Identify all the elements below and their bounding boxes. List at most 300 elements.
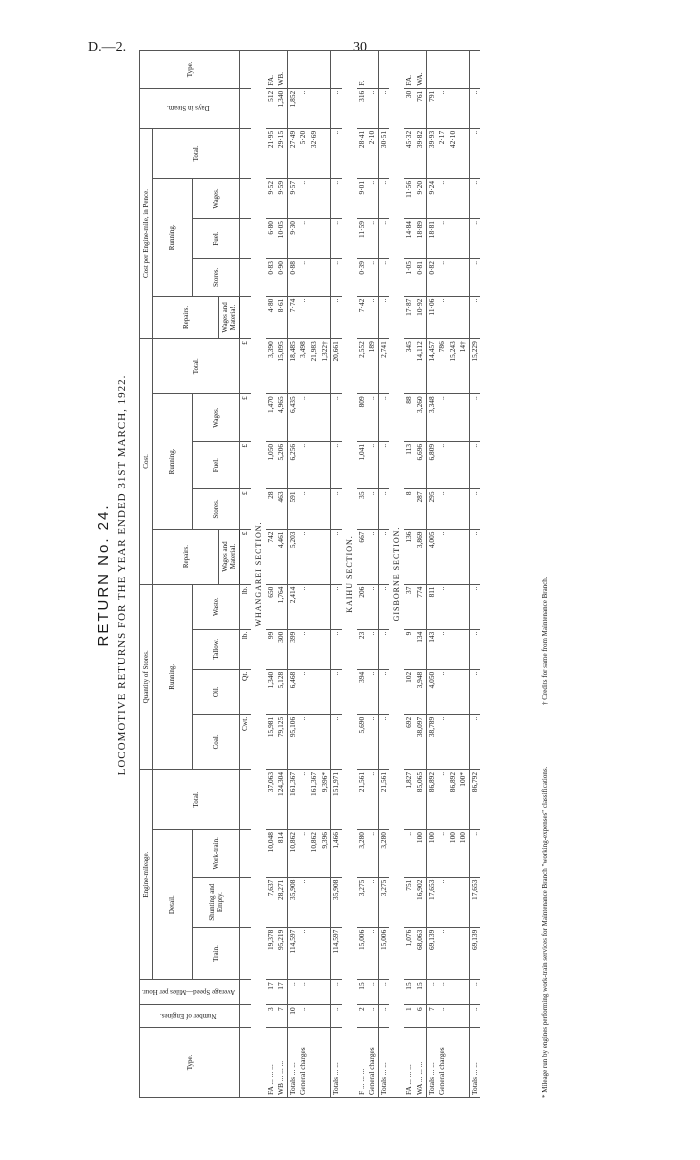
cell-total: 161,367 bbox=[287, 769, 298, 829]
cell-shunt bbox=[320, 877, 331, 927]
table-row bbox=[426, 51, 437, 1098]
cell-type bbox=[448, 1027, 459, 1097]
footnote-star: * Mileage run by engines performing work-train services for Maintenance Branch "working-expenses" classifications. bbox=[541, 766, 549, 1098]
cell-days: .. bbox=[298, 88, 309, 128]
cell-speed bbox=[448, 980, 459, 1005]
page-number: 30 bbox=[353, 40, 367, 55]
cell-tallow: .. bbox=[331, 629, 342, 669]
cell-rep: 667 bbox=[357, 529, 368, 584]
cell-total: .. bbox=[298, 769, 309, 829]
cell-type: FA ... ... ... bbox=[404, 1027, 415, 1097]
cell-rep bbox=[448, 529, 459, 584]
cell-tallow bbox=[309, 629, 320, 669]
cell-pfuel bbox=[309, 219, 320, 259]
cell-ptotal: 32·69 bbox=[309, 128, 320, 178]
col-p-stores: Stores. bbox=[192, 259, 240, 297]
cell-fuel bbox=[448, 441, 459, 489]
col-coal: Coal. bbox=[192, 714, 240, 769]
cell-rep: .. bbox=[378, 529, 389, 584]
cell-pstores: 1·05 bbox=[404, 259, 415, 297]
unit-waste: lb. bbox=[240, 584, 251, 629]
cell-ptotal: 39·82 bbox=[415, 128, 426, 178]
cell-num bbox=[320, 1005, 331, 1028]
cell-prep: .. bbox=[298, 296, 309, 339]
section-heading-row bbox=[342, 51, 357, 1098]
cell-type: General charges bbox=[367, 1027, 378, 1097]
cell-wages: 809 bbox=[357, 394, 368, 442]
cell-work: 10,048 bbox=[266, 830, 277, 878]
section-heading: WHANGAREI SECTION. bbox=[251, 51, 266, 1098]
cell-fuel: .. bbox=[469, 441, 480, 489]
cell-work: 3,280 bbox=[357, 830, 368, 878]
cell-wages: 3,348 bbox=[426, 394, 437, 442]
cell-speed: .. bbox=[298, 980, 309, 1005]
cell-ptotal: 45·32 bbox=[404, 128, 415, 178]
cell-stores bbox=[448, 489, 459, 529]
col-stores: Stores. bbox=[192, 489, 240, 529]
table-row bbox=[437, 51, 448, 1098]
cell-rep bbox=[458, 529, 469, 584]
cell-pwages: .. bbox=[331, 178, 342, 218]
cell-pwages: 9·57 bbox=[287, 178, 298, 218]
table-row bbox=[469, 51, 480, 1098]
cell-coal: .. bbox=[298, 714, 309, 769]
cell-pstores: 0·81 bbox=[415, 259, 426, 297]
cell-type: General charges bbox=[437, 1027, 448, 1097]
cell-train: .. bbox=[298, 927, 309, 980]
cell-ptotal: 30·51 bbox=[378, 128, 389, 178]
cell-total: 85,065 bbox=[415, 769, 426, 829]
cell-rep bbox=[320, 529, 331, 584]
cell-tallow: .. bbox=[469, 629, 480, 669]
cell-ctotal: 2,741 bbox=[378, 339, 389, 394]
unit-fuel: £ bbox=[240, 441, 251, 489]
cell-oil: 4,050 bbox=[426, 669, 437, 714]
cell-type: FA ... ... ... bbox=[266, 1027, 277, 1097]
cell-speed: .. bbox=[378, 980, 389, 1005]
cell-oil: .. bbox=[331, 669, 342, 714]
cell-fuel: 1,050 bbox=[266, 441, 277, 489]
cell-work: 100 bbox=[448, 830, 459, 878]
table-row bbox=[458, 51, 469, 1098]
cell-ptotal: 5·20 bbox=[298, 128, 309, 178]
cell-days bbox=[320, 88, 331, 128]
cell-pstores bbox=[320, 259, 331, 297]
table-row bbox=[357, 51, 368, 1098]
cell-coal: .. bbox=[331, 714, 342, 769]
col-train: Train. bbox=[192, 927, 240, 980]
cell-waste: 1,764 bbox=[276, 584, 287, 629]
cell-pstores: .. bbox=[378, 259, 389, 297]
cell-pwages bbox=[320, 178, 331, 218]
cell-rep: .. bbox=[469, 529, 480, 584]
cell-tallow: .. bbox=[367, 629, 378, 669]
cell-work: .. bbox=[367, 830, 378, 878]
cell-stores: 295 bbox=[426, 489, 437, 529]
cell-ptotal: 29·15 bbox=[276, 128, 287, 178]
cell-rtype bbox=[331, 51, 342, 89]
cell-prep: 17·87 bbox=[404, 296, 415, 339]
cell-oil: .. bbox=[469, 669, 480, 714]
cell-pstores: 0·88 bbox=[287, 259, 298, 297]
cell-train: 15,006 bbox=[378, 927, 389, 980]
cell-work: 9,396 bbox=[320, 830, 331, 878]
cell-ctotal: 18,485 bbox=[287, 339, 298, 394]
cell-ctotal: 14† bbox=[458, 339, 469, 394]
col-work-train: Work-train. bbox=[192, 830, 240, 878]
cell-days: 316 bbox=[357, 88, 368, 128]
cell-num: 7 bbox=[426, 1005, 437, 1028]
cell-coal bbox=[320, 714, 331, 769]
cell-num: 2 bbox=[357, 1005, 368, 1028]
cell-pfuel bbox=[458, 219, 469, 259]
cell-ptotal: 2·10 bbox=[367, 128, 378, 178]
section-heading: GISBORNE SECTION. bbox=[389, 51, 404, 1098]
cell-ctotal: 1,322† bbox=[320, 339, 331, 394]
cell-num: 3 bbox=[266, 1005, 277, 1028]
cell-fuel: 5,206 bbox=[276, 441, 287, 489]
cell-train bbox=[458, 927, 469, 980]
cell-ctotal: 786 bbox=[437, 339, 448, 394]
cell-wages: .. bbox=[378, 394, 389, 442]
cell-shunt: 17,653 bbox=[426, 877, 437, 927]
col-pence-repairs: Repairs. bbox=[153, 296, 219, 339]
cell-work: 100 bbox=[458, 830, 469, 878]
cell-stores: 287 bbox=[415, 489, 426, 529]
cell-train: 19,378 bbox=[266, 927, 277, 980]
cell-prep bbox=[458, 296, 469, 339]
cell-total: 37,063 bbox=[266, 769, 277, 829]
cell-rtype bbox=[448, 51, 459, 89]
cell-rep: 4,461 bbox=[276, 529, 287, 584]
cell-coal: .. bbox=[469, 714, 480, 769]
cell-oil: 1,340 bbox=[266, 669, 277, 714]
cell-work: 100 bbox=[426, 830, 437, 878]
cell-total: .. bbox=[367, 769, 378, 829]
cell-coal bbox=[458, 714, 469, 769]
cell-pfuel: 18·89 bbox=[415, 219, 426, 259]
cell-tallow: 99 bbox=[266, 629, 277, 669]
table-row bbox=[298, 51, 309, 1098]
cell-days: .. bbox=[367, 88, 378, 128]
cell-oil bbox=[309, 669, 320, 714]
locomotive-returns-table bbox=[139, 50, 480, 1098]
cell-rep: .. bbox=[437, 529, 448, 584]
cell-stores: .. bbox=[469, 489, 480, 529]
cell-rep: 742 bbox=[266, 529, 277, 584]
cell-rtype: FA. bbox=[404, 51, 415, 89]
cell-coal: .. bbox=[437, 714, 448, 769]
cell-rtype: WA. bbox=[415, 51, 426, 89]
cell-stores: 28 bbox=[266, 489, 277, 529]
cell-stores bbox=[320, 489, 331, 529]
cell-type bbox=[309, 1027, 320, 1097]
cell-pwages: 9·24 bbox=[426, 178, 437, 218]
cell-fuel bbox=[309, 441, 320, 489]
cell-prep: 7·42 bbox=[357, 296, 368, 339]
section-heading: KAIHU SECTION. bbox=[342, 51, 357, 1098]
cell-work: 814 bbox=[276, 830, 287, 878]
cell-days: .. bbox=[469, 88, 480, 128]
cell-speed: .. bbox=[287, 980, 298, 1005]
cell-coal: 5,690 bbox=[357, 714, 368, 769]
cell-waste: .. bbox=[378, 584, 389, 629]
cell-rtype bbox=[378, 51, 389, 89]
table-row bbox=[309, 51, 320, 1098]
unit-repairs: £ bbox=[240, 529, 251, 584]
col-quantity-stores: Quantity of Stores. bbox=[140, 584, 153, 769]
unit-total: £ bbox=[240, 339, 251, 394]
col-num-engines: Number of Engines. bbox=[140, 1005, 240, 1028]
cell-total: 151,971 bbox=[331, 769, 342, 829]
cell-speed bbox=[309, 980, 320, 1005]
cell-waste: .. bbox=[469, 584, 480, 629]
cell-type: Totals ... ... bbox=[331, 1027, 342, 1097]
cell-speed: 17 bbox=[276, 980, 287, 1005]
cell-stores: 35 bbox=[357, 489, 368, 529]
cell-work: .. bbox=[404, 830, 415, 878]
cell-rep: 4,005 bbox=[426, 529, 437, 584]
col-days-in-steam: Days in Steam. bbox=[140, 88, 240, 128]
cell-speed: 17 bbox=[266, 980, 277, 1005]
cell-stores: 591 bbox=[287, 489, 298, 529]
cell-shunt: 3,275 bbox=[378, 877, 389, 927]
cell-type: Totals ... ... bbox=[426, 1027, 437, 1097]
cell-pstores: 0·82 bbox=[426, 259, 437, 297]
col-avg-speed: Average Speed—Miles per Hour. bbox=[140, 980, 240, 1005]
table-header bbox=[140, 51, 240, 1098]
col-type: Type. bbox=[140, 1027, 240, 1097]
cell-ctotal: 14,457 bbox=[426, 339, 437, 394]
cell-wages: .. bbox=[331, 394, 342, 442]
col-cost: Cost. bbox=[140, 339, 153, 584]
cell-ctotal: 21,983 bbox=[309, 339, 320, 394]
cell-waste: 2,414 bbox=[287, 584, 298, 629]
col-wages-material: Wages and Material. bbox=[219, 529, 240, 584]
cell-pfuel: .. bbox=[437, 219, 448, 259]
cell-ptotal: 28·41 bbox=[357, 128, 368, 178]
cell-wages: .. bbox=[469, 394, 480, 442]
cell-train: 68,063 bbox=[415, 927, 426, 980]
cell-pstores bbox=[309, 259, 320, 297]
cell-type bbox=[320, 1027, 331, 1097]
col-p-fuel: Fuel. bbox=[192, 219, 240, 259]
cell-coal bbox=[448, 714, 459, 769]
cell-pwages bbox=[448, 178, 459, 218]
cell-num: 6 bbox=[415, 1005, 426, 1028]
cell-pfuel: 9·30 bbox=[287, 219, 298, 259]
cell-total: 21,561 bbox=[378, 769, 389, 829]
cell-waste: 811 bbox=[426, 584, 437, 629]
cell-fuel: .. bbox=[367, 441, 378, 489]
cell-ctotal: 2,552 bbox=[357, 339, 368, 394]
section-heading-row bbox=[389, 51, 404, 1098]
cell-pwages: .. bbox=[437, 178, 448, 218]
cell-oil: 394 bbox=[357, 669, 368, 714]
table-row bbox=[367, 51, 378, 1098]
cell-total: 161,367 bbox=[309, 769, 320, 829]
cell-waste: 650 bbox=[266, 584, 277, 629]
cell-ptotal: 42·10 bbox=[448, 128, 459, 178]
cell-prep bbox=[448, 296, 459, 339]
cell-oil: .. bbox=[378, 669, 389, 714]
cell-total: 1,827 bbox=[404, 769, 415, 829]
cell-speed: .. bbox=[437, 980, 448, 1005]
table-row bbox=[331, 51, 342, 1098]
cell-rtype bbox=[287, 51, 298, 89]
col-tallow: Tallow. bbox=[192, 629, 240, 669]
cell-ptotal: 39·93 bbox=[426, 128, 437, 178]
cell-num: .. bbox=[331, 1005, 342, 1028]
unit-stores: £ bbox=[240, 489, 251, 529]
cell-wages: .. bbox=[298, 394, 309, 442]
cell-rep: .. bbox=[367, 529, 378, 584]
cell-fuel: 6,696 bbox=[415, 441, 426, 489]
cell-shunt bbox=[448, 877, 459, 927]
cell-pfuel: 10·05 bbox=[276, 219, 287, 259]
col-cost-repairs: Repairs. bbox=[153, 529, 219, 584]
cell-stores: .. bbox=[298, 489, 309, 529]
cell-pwages bbox=[458, 178, 469, 218]
cell-wages: .. bbox=[367, 394, 378, 442]
cell-ctotal: 3,498 bbox=[298, 339, 309, 394]
cell-num bbox=[448, 1005, 459, 1028]
cell-pfuel: .. bbox=[469, 219, 480, 259]
cell-rep: 136 bbox=[404, 529, 415, 584]
cell-tallow: 9 bbox=[404, 629, 415, 669]
cell-work: 10,862 bbox=[287, 830, 298, 878]
cell-tallow bbox=[458, 629, 469, 669]
cell-waste bbox=[309, 584, 320, 629]
cell-pstores: .. bbox=[367, 259, 378, 297]
cell-pstores: 0·83 bbox=[266, 259, 277, 297]
cell-wages: 4,965 bbox=[276, 394, 287, 442]
cell-waste bbox=[448, 584, 459, 629]
cell-train bbox=[309, 927, 320, 980]
cell-work: 3,280 bbox=[378, 830, 389, 878]
cell-speed bbox=[458, 980, 469, 1005]
cell-coal bbox=[309, 714, 320, 769]
cell-pstores: .. bbox=[437, 259, 448, 297]
cell-ptotal: .. bbox=[469, 128, 480, 178]
cell-rep: .. bbox=[298, 529, 309, 584]
cell-fuel: 1,041 bbox=[357, 441, 368, 489]
table-row bbox=[287, 51, 298, 1098]
cell-ptotal: .. bbox=[331, 128, 342, 178]
cell-oil: 6,468 bbox=[287, 669, 298, 714]
cell-waste: .. bbox=[298, 584, 309, 629]
cell-coal: 38,789 bbox=[426, 714, 437, 769]
cell-prep: .. bbox=[331, 296, 342, 339]
cell-oil bbox=[320, 669, 331, 714]
cell-type: F ... ... ... bbox=[357, 1027, 368, 1097]
cell-total: 9,396* bbox=[320, 769, 331, 829]
col-fuel: Fuel. bbox=[192, 441, 240, 489]
cell-type: WA ... ... ... bbox=[415, 1027, 426, 1097]
cell-shunt: 17,653 bbox=[469, 877, 480, 927]
units-row bbox=[240, 51, 251, 1098]
cell-type: Totals ... ... bbox=[378, 1027, 389, 1097]
cell-num: .. bbox=[437, 1005, 448, 1028]
cell-total: 86,892 bbox=[426, 769, 437, 829]
cell-rep: 3,869 bbox=[415, 529, 426, 584]
cell-fuel: 113 bbox=[404, 441, 415, 489]
cell-stores bbox=[309, 489, 320, 529]
cell-work: 100 bbox=[415, 830, 426, 878]
cell-tallow: 399 bbox=[287, 629, 298, 669]
cell-wages bbox=[448, 394, 459, 442]
cell-stores: .. bbox=[331, 489, 342, 529]
col-oil: Oil. bbox=[192, 669, 240, 714]
cell-pstores: 0·90 bbox=[276, 259, 287, 297]
cell-total: 124,304 bbox=[276, 769, 287, 829]
cell-tallow: 23 bbox=[357, 629, 368, 669]
cell-shunt: .. bbox=[298, 877, 309, 927]
col-detail: Detail. bbox=[153, 830, 193, 980]
cell-pfuel: 18·81 bbox=[426, 219, 437, 259]
cell-fuel: 6,809 bbox=[426, 441, 437, 489]
cell-ctotal: 15,229 bbox=[469, 339, 480, 394]
cell-pwages: .. bbox=[367, 178, 378, 218]
cell-waste bbox=[458, 584, 469, 629]
cell-speed bbox=[320, 980, 331, 1005]
cell-num: .. bbox=[378, 1005, 389, 1028]
cell-speed: .. bbox=[331, 980, 342, 1005]
cell-wages bbox=[320, 394, 331, 442]
cell-fuel bbox=[320, 441, 331, 489]
col-stores-running: Running. bbox=[153, 584, 193, 769]
cell-pwages: .. bbox=[469, 178, 480, 218]
cell-work: .. bbox=[298, 830, 309, 878]
unit-wages: £ bbox=[240, 394, 251, 442]
table-row bbox=[448, 51, 459, 1098]
col-waste: Waste. bbox=[192, 584, 240, 629]
cell-stores: 463 bbox=[276, 489, 287, 529]
cell-oil: 102 bbox=[404, 669, 415, 714]
cell-pwages: 9·01 bbox=[357, 178, 368, 218]
cell-type: Totals ... ... bbox=[469, 1027, 480, 1097]
cell-oil: .. bbox=[367, 669, 378, 714]
cell-shunt: 7,637 bbox=[266, 877, 277, 927]
cell-train bbox=[320, 927, 331, 980]
cell-fuel: .. bbox=[331, 441, 342, 489]
cell-type: WB ... ... ... bbox=[276, 1027, 287, 1097]
cell-shunt: 35,908 bbox=[287, 877, 298, 927]
cell-waste: 206 bbox=[357, 584, 368, 629]
cell-oil: .. bbox=[437, 669, 448, 714]
cell-rep: 5,203 bbox=[287, 529, 298, 584]
cell-tallow: .. bbox=[437, 629, 448, 669]
table-row bbox=[276, 51, 287, 1098]
cell-pwages: 9·20 bbox=[415, 178, 426, 218]
cell-waste: 774 bbox=[415, 584, 426, 629]
cell-shunt: 751 bbox=[404, 877, 415, 927]
cell-prep: .. bbox=[378, 296, 389, 339]
cell-days: 512 bbox=[266, 88, 277, 128]
cell-pfuel bbox=[320, 219, 331, 259]
cell-work: 1,466 bbox=[331, 830, 342, 878]
col-type-right: Type. bbox=[140, 51, 240, 89]
cell-prep: .. bbox=[469, 296, 480, 339]
cell-speed: .. bbox=[367, 980, 378, 1005]
cell-wages bbox=[458, 394, 469, 442]
col-pence-total: Total. bbox=[153, 128, 240, 178]
cell-coal: 95,106 bbox=[287, 714, 298, 769]
cell-ptotal: 27·49 bbox=[287, 128, 298, 178]
cell-type bbox=[458, 1027, 469, 1097]
page-code: D.—2. bbox=[88, 40, 127, 55]
rotated-page-content bbox=[95, 40, 565, 1110]
